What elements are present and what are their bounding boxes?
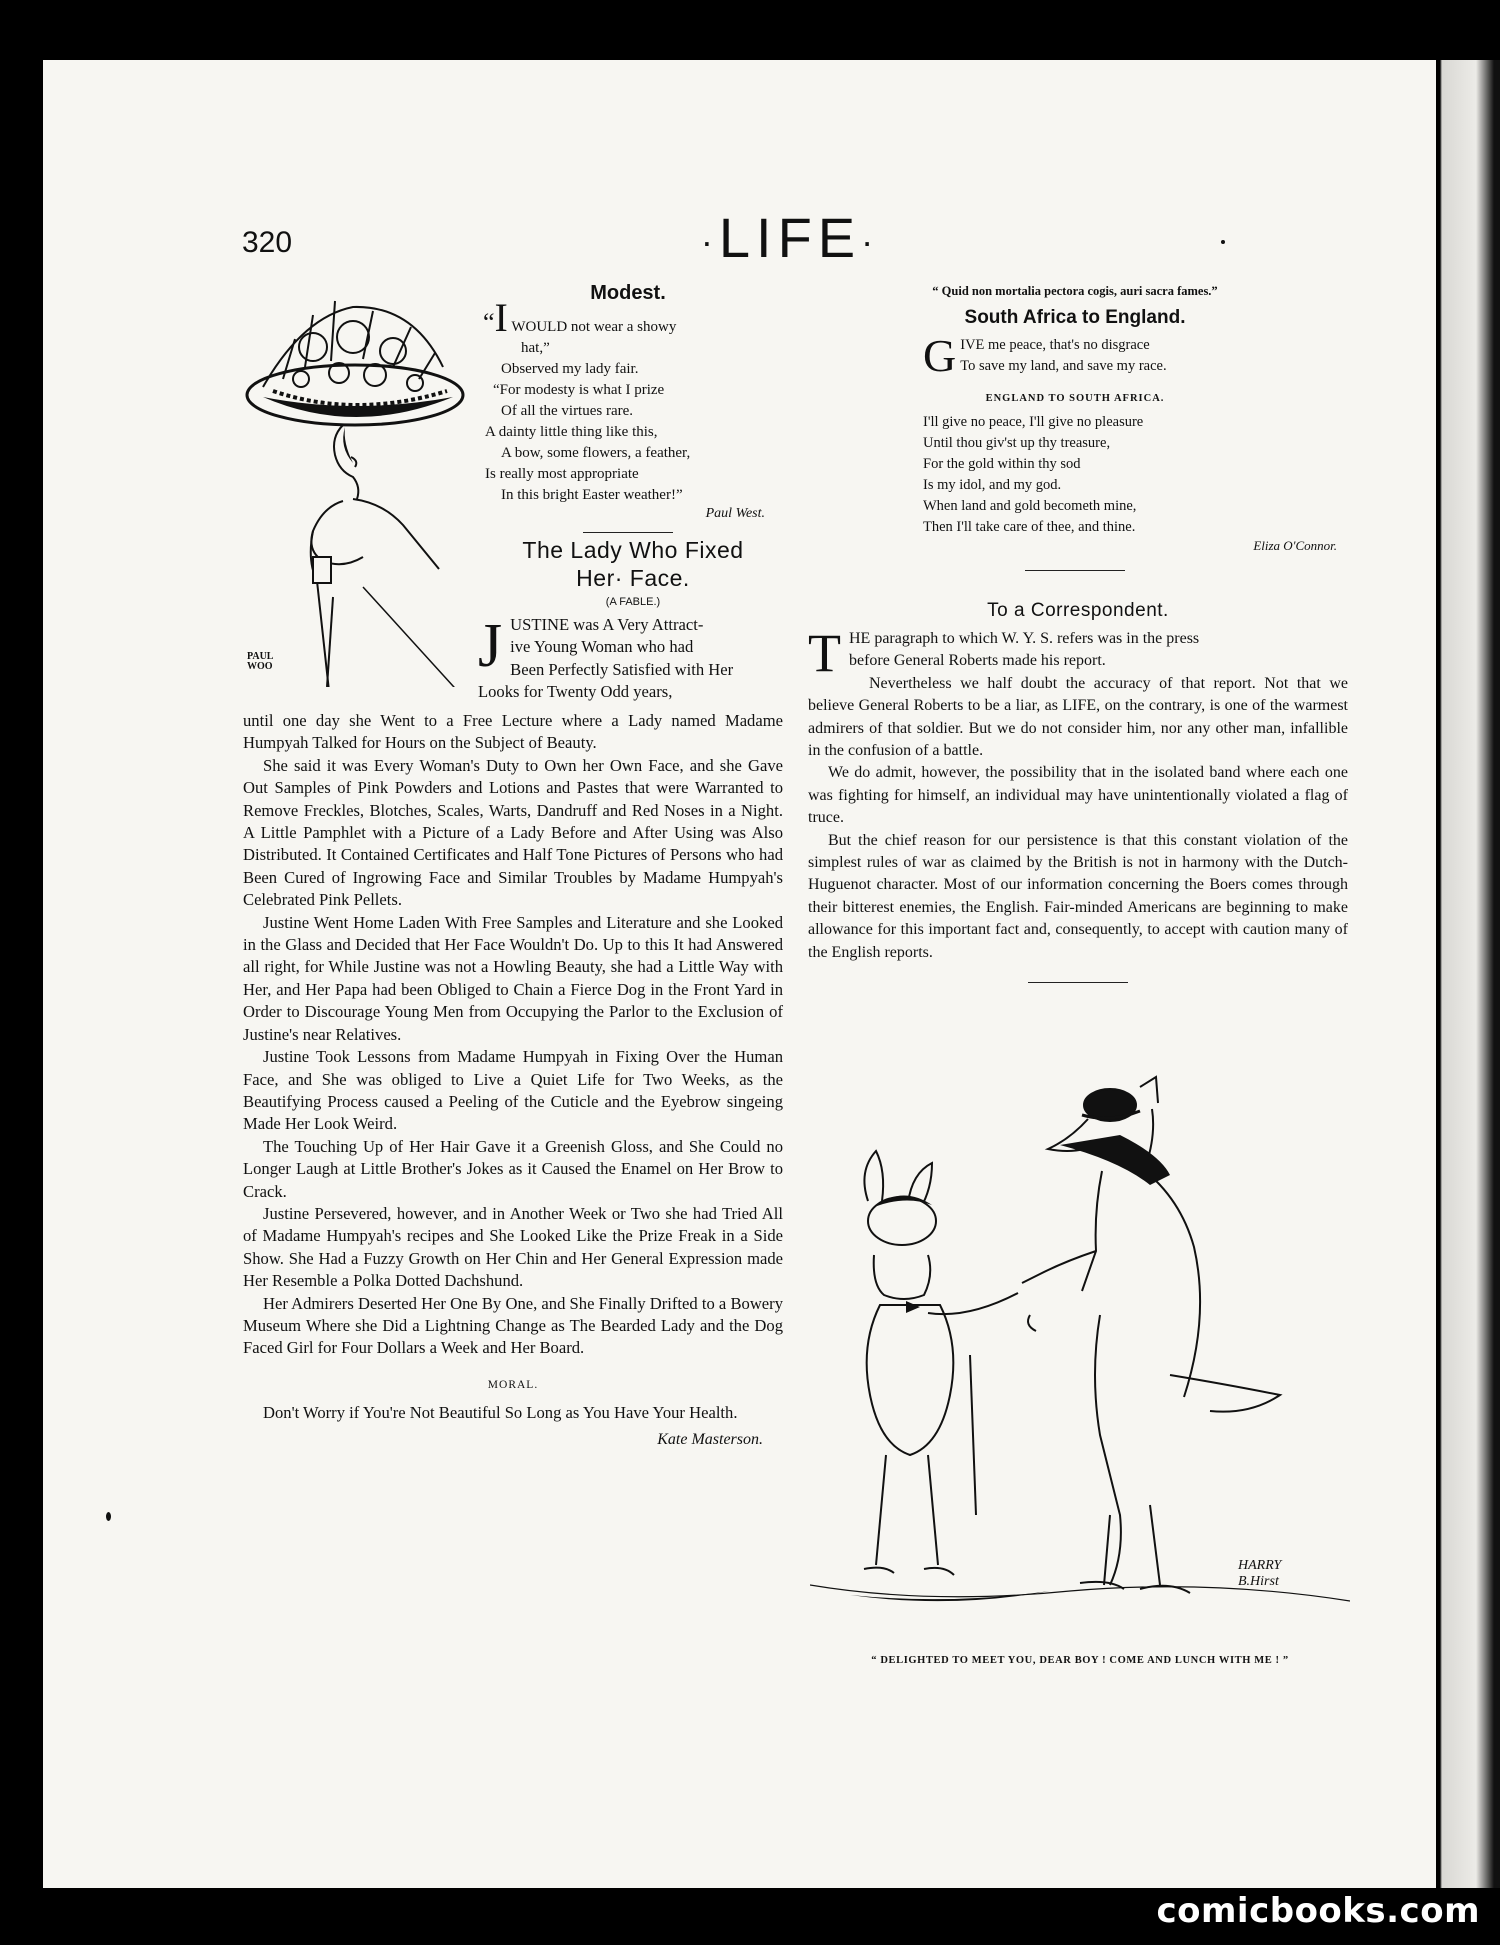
paragraph: Justine Persevered, however, and in Another Week or Two she had Tried All of Madame Humpyah's recipes and She Looked Like the Prize Freak in a Side Show. She Had a Fuzzy Growth on Her Chin and Her General Expression made Her Resemble a Polka Dotted Dachshund. <box>243 1203 783 1291</box>
modest-byline: Paul West. <box>705 506 765 521</box>
verse-line: Of all the virtues rare. <box>501 403 634 419</box>
illustration-signature: PAUL WOO <box>247 651 274 672</box>
verse-line: To save my land, and save my race. <box>960 358 1167 374</box>
south-africa-poem <box>805 284 1345 571</box>
lady-body <box>243 710 783 1451</box>
verse-line: IVE me peace, that's no disgrace <box>960 337 1150 353</box>
verse-line: Then I'll take care of thee, and thine. <box>923 519 1136 535</box>
verse-line: Observed my lady fair. <box>501 361 639 377</box>
print-speck <box>1221 240 1225 244</box>
south-africa-title: South Africa to England. <box>964 307 1186 328</box>
verse-line: Until thou giv'st up thy treasure, <box>923 435 1111 451</box>
text-line: Looks for Twenty Odd years, <box>478 682 673 702</box>
lady-title-line2: Her· Face. <box>576 565 690 591</box>
fox-rabbit-cartoon <box>810 1075 1350 1635</box>
verse-line: I'll give no peace, I'll give no pleasure <box>923 414 1144 430</box>
masthead-dot-right: · <box>861 221 880 263</box>
paragraph: The Touching Up of Her Hair Gave it a Greenish Gloss, and She Could no Longer Laugh at Little Brother's Jokes as it Caused the Enamel on Her Brow to Crack. <box>243 1136 783 1201</box>
masthead-title: LIFE <box>718 206 862 269</box>
moral-text: Don't Worry if You're Not Beautiful So Long as You Have Your Health. <box>263 1403 738 1423</box>
correspondent-title: To a Correspondent. <box>987 600 1169 621</box>
modest-dropcap: I <box>494 295 508 340</box>
verse-line: In this bright Easter weather!” <box>501 487 683 503</box>
correspondent-dropcap: T <box>808 623 841 683</box>
verse-line: hat,” <box>521 340 550 356</box>
masthead <box>660 205 920 270</box>
correspondent-body <box>808 623 1348 964</box>
verse-line: Is really most appropriate <box>485 466 639 482</box>
lady-hat-illustration <box>243 287 475 687</box>
lady-lead <box>478 614 783 704</box>
masthead-dot-left: · <box>700 221 719 263</box>
paragraph: Nevertheless we half doubt the accuracy of that report. Not that we believe General Roberts to be a liar, as LIFE, on the contrary, is one of the warmest admirers of that soldier. But we do not consider him, nor any other man, infallible in the confusion of a battle. <box>808 674 1348 760</box>
verse-line: For the gold within thy sod <box>923 456 1081 472</box>
england-verse <box>805 412 1345 538</box>
south-africa-verse <box>805 330 1345 381</box>
text-line: Been Perfectly Satisfied with Her <box>510 659 734 679</box>
verse-line: “For modesty is what I prize <box>493 382 665 398</box>
lady-dropcap: J <box>478 612 503 680</box>
cartoon-signature: HARRY B.Hirst <box>1238 1558 1282 1589</box>
verse-line: A dainty little thing like this, <box>485 424 658 440</box>
paragraph: She said it was Every Woman's Duty to Own her Own Face, and she Gave Out Samples of Pink Powders and Lotions and Pastes that were Warranted to Remove Freckles, Blotches, Scales, Warts, Dandruff and Red Noses in a Night. A Little Pamphlet with a Picture of a Lady Before and After Using was Also Distributed. It Contained Certificates and Half Tone Pictures of Persons who had Been Cured of Ingrowing Face and Similar Troubles by Madame Humpyah's Celebrated Pink Pellets. <box>243 755 783 910</box>
lady-title-line1: The Lady Who Fixed <box>522 537 744 563</box>
paragraph: Justine Took Lessons from Madame Humpyah in Fixing Over the Human Face, and She was obliged to Live a Quiet Life for Two Weeks, as the Beautifying Process caused a Peeling of the Cuticle and the Eyebrow singeing Made Her Look Weird. <box>243 1047 783 1134</box>
moral-heading: MORAL. <box>487 1378 539 1391</box>
text-line: before General Roberts made his report. <box>849 652 1106 670</box>
text-line: HE paragraph to which W. Y. S. refers was in the press <box>849 630 1200 647</box>
paragraph: Her Admirers Deserted Her One By One, and She Finally Drifted to a Bowery Museum Where she Did a Lightning Change as The Bearded Lady and the Dog Faced Girl for Four Dollars a Week and Her Board. <box>243 1293 783 1358</box>
text-line: USTINE was A Very Attract- <box>510 615 704 634</box>
verse-line: Is my idol, and my god. <box>923 477 1062 493</box>
print-speck <box>106 1512 111 1521</box>
lady-subtitle: (A FABLE.) <box>605 596 661 608</box>
text-line: ive Young Woman who had <box>510 637 694 657</box>
next-page-edge <box>1436 60 1500 1888</box>
paragraph: But the chief reason for our persistence is that this constant violation of the simplest rules of war as claimed by the British is not in harmony with the Dutch-Huguenot character. Most of our information concerning the Boers comes through their bitterest enemies, the English. Fair-minded Americans are beginning to make allowance for this important fact and, consequently, to accept with caution many of the English reports. <box>808 831 1348 961</box>
lady-byline: Kate Masterson. <box>657 1430 763 1448</box>
paragraph: Justine Went Home Laden With Free Samples and Literature and she Looked in the Glass and Decided that Her Face Wouldn't Do. Up to this It had Answered all right, for While Justine was not a Howling Beauty, she had a Little Way with Her, and Her Papa had been Obliged to Chain a Fierce Dog in the Front Yard in Order to Discourage Young Men from Occupying the Parlor to the Exclusion of Justine's near Relatives. <box>243 912 783 1044</box>
lady-title-block <box>483 536 783 608</box>
south-africa-dropcap: G <box>923 330 957 381</box>
south-africa-subheading: ENGLAND TO SOUTH AFRICA. <box>985 393 1165 404</box>
cartoon-caption: “ DELIGHTED TO MEET YOU, DEAR BOY ! COME AND LUNCH WITH ME ! ” <box>871 1655 1289 1666</box>
modest-verse <box>483 295 773 506</box>
page-number: 320 <box>242 226 293 259</box>
epigraph: “ Quid non mortalia pectora cogis, auri sacra fames.” <box>932 284 1218 298</box>
verse-line: WOULD not wear a showy <box>511 319 677 335</box>
section-rule <box>1025 570 1125 571</box>
section-rule <box>583 532 673 533</box>
section-rule <box>1028 982 1128 983</box>
site-watermark: comicbooks.com <box>1156 1891 1480 1931</box>
paragraph: We do admit, however, the possibility that in the isolated band where each one was fighting for himself, an individual may have unintentionally violated a flag of truce. <box>808 764 1348 827</box>
correspondent-article <box>808 600 1348 983</box>
verse-line: When land and gold becometh mine, <box>923 498 1137 514</box>
open-quote: “ <box>483 308 495 337</box>
modest-poem <box>483 282 773 533</box>
verse-line: A bow, some flowers, a feather, <box>501 445 691 461</box>
south-africa-byline: Eliza O'Connor. <box>1253 538 1337 553</box>
modest-title: Modest. <box>590 282 666 304</box>
paragraph: until one day she Went to a Free Lecture where a Lady named Madame Humpyah Talked for Hours on the Subject of Beauty. <box>243 711 783 753</box>
